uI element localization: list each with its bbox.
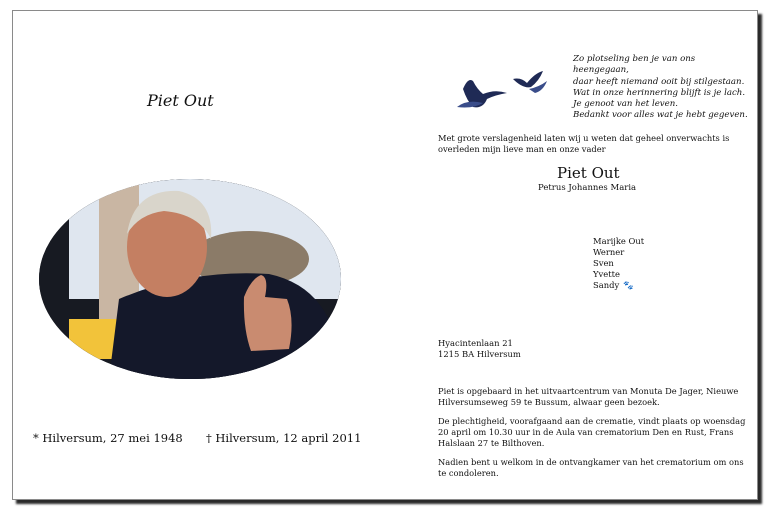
notice-ceremony: De plechtigheid, voorafgaand aan de crematie, vindt plaats op woensdag 20 april om 10.30 uur in de Aula van crematorium Den en Rust, Frans Halslaan 27 te Bilthoven. — [438, 416, 746, 448]
notice-viewing: Piet is opgebaard in het uitvaartcentrum van Monuta De Jager, Nieuwe Hilversumseweg 59 te Bussum, alwaar geen bezoek. — [438, 386, 739, 407]
poem — [573, 54, 753, 122]
full-names: Petrus Johannes Maria — [538, 183, 637, 193]
family-member: Sven — [593, 258, 614, 268]
address-city: 1215 BA Hilversum — [438, 349, 521, 359]
address — [438, 338, 521, 360]
notice-condolences: Nadien bent u welkom in de ontvangkamer van het crematorium om ons te condoleren. — [438, 457, 744, 478]
birth-text: Hilversum, 27 mei 1948 — [42, 431, 183, 445]
birth-line — [33, 431, 183, 445]
memorial-card — [12, 10, 758, 500]
deceased-name-left: Piet Out — [147, 91, 214, 110]
death-text: Hilversum, 12 april 2011 — [215, 431, 362, 445]
family-member: Yvette — [593, 269, 620, 279]
birth-symbol: * — [33, 431, 39, 445]
family-member-row — [593, 280, 644, 291]
poem-line: Zo plotseling ben je van ons heengegaan, — [573, 54, 696, 76]
poem-line: Je genoot van het leven. — [573, 99, 679, 110]
family-member: Werner — [593, 247, 625, 257]
poem-line: Wat in onze herinnering blijft is je lach. — [573, 87, 746, 98]
death-line — [206, 431, 361, 445]
family-list — [593, 236, 644, 291]
address-street: Hyacintenlaan 21 — [438, 338, 513, 348]
family-member: Marijke Out — [593, 236, 645, 246]
intro-text: Met grote verslagenheid laten wij u weten dat geheel onverwachts is overleden mijn lieve man en onze vader — [438, 133, 730, 154]
paw-icon: 🐾 — [623, 280, 634, 290]
poem-line: daar heeft niemand ooit bij stilgestaan. — [573, 76, 745, 87]
portrait-photo — [39, 179, 341, 379]
family-member: Sandy — [593, 280, 620, 290]
birds-illustration — [443, 59, 558, 123]
death-symbol: † — [206, 431, 212, 445]
deceased-name-right: Piet Out — [557, 164, 620, 182]
poem-line: Bedankt voor alles wat je hebt gegeven. — [573, 110, 748, 121]
